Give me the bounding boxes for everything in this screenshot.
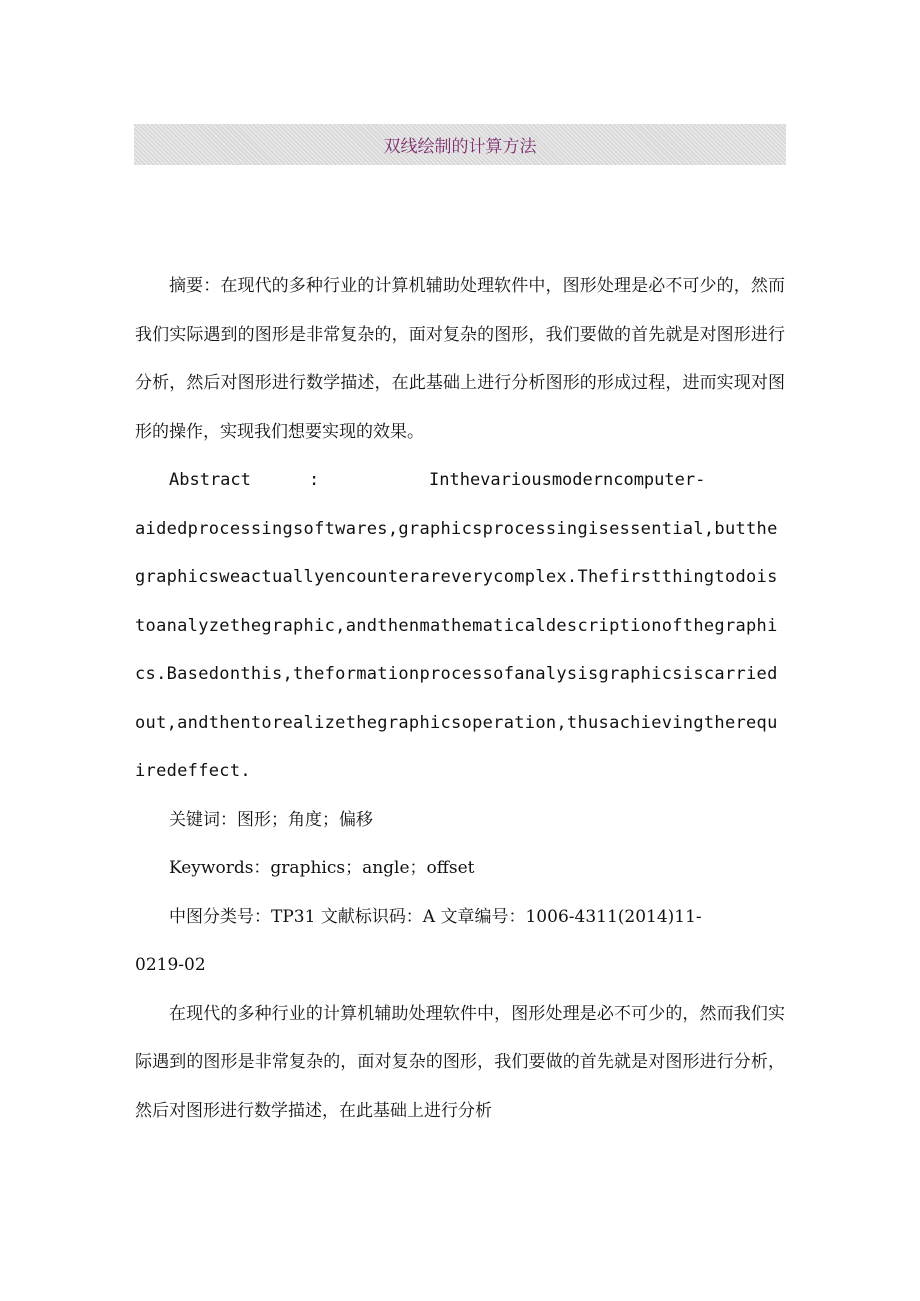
classification-info: 中图分类号：TP31 文献标识码：A 文章编号：1006-4311(2014)11-: [169, 906, 702, 927]
abstract-english: aidedprocessingsoftwares,graphicsprocessingisessential,butthegraphicsweactuallyencounterareverycomplex.Thefirstthingtodoistoanalyzethegraphic,andthenmathematicaldescriptionofthegraphics.Basedonthis,theformationprocessofanalysisgraphicsiscarriedout,andthentorealizethegraphicsoperation,thusachievingtherequiredeffect.: [135, 518, 778, 781]
keywords-english: Keywords：graphics；angle；offset: [169, 858, 475, 878]
classification-info-cont: 0219-02: [135, 955, 206, 975]
abstract-colon: :: [309, 470, 320, 490]
keywords-chinese: 关键词：图形；角度；偏移: [169, 809, 373, 830]
document-title: 双线绘制的计算方法: [383, 137, 537, 157]
intro-paragraph: 在现代的多种行业的计算机辅助处理软件中，图形处理是必不可少的，然而我们实际遇到的图形是非常复杂的，面对复杂的图形，我们要做的首先就是对图形进行分析，然后对图形进行数学描述，在此基础上进行分析: [135, 1003, 785, 1121]
abstract-first-words: Inthevariousmoderncomputer-: [429, 470, 706, 490]
title-banner: [134, 124, 786, 165]
abstract-label: Abstract: [169, 470, 251, 490]
abstract-chinese: 摘要：在现代的多种行业的计算机辅助处理软件中，图形处理是必不可少的，然而我们实际遇到的图形是非常复杂的，面对复杂的图形，我们要做的首先就是对图形进行分析，然后对图形进行数学描述，在此基础上进行分析图形的形成过程，进而实现对图形的操作，实现我们想要实现的效果。: [135, 276, 785, 442]
document-body: [135, 262, 785, 1135]
abstract-english-heading: [135, 456, 785, 505]
